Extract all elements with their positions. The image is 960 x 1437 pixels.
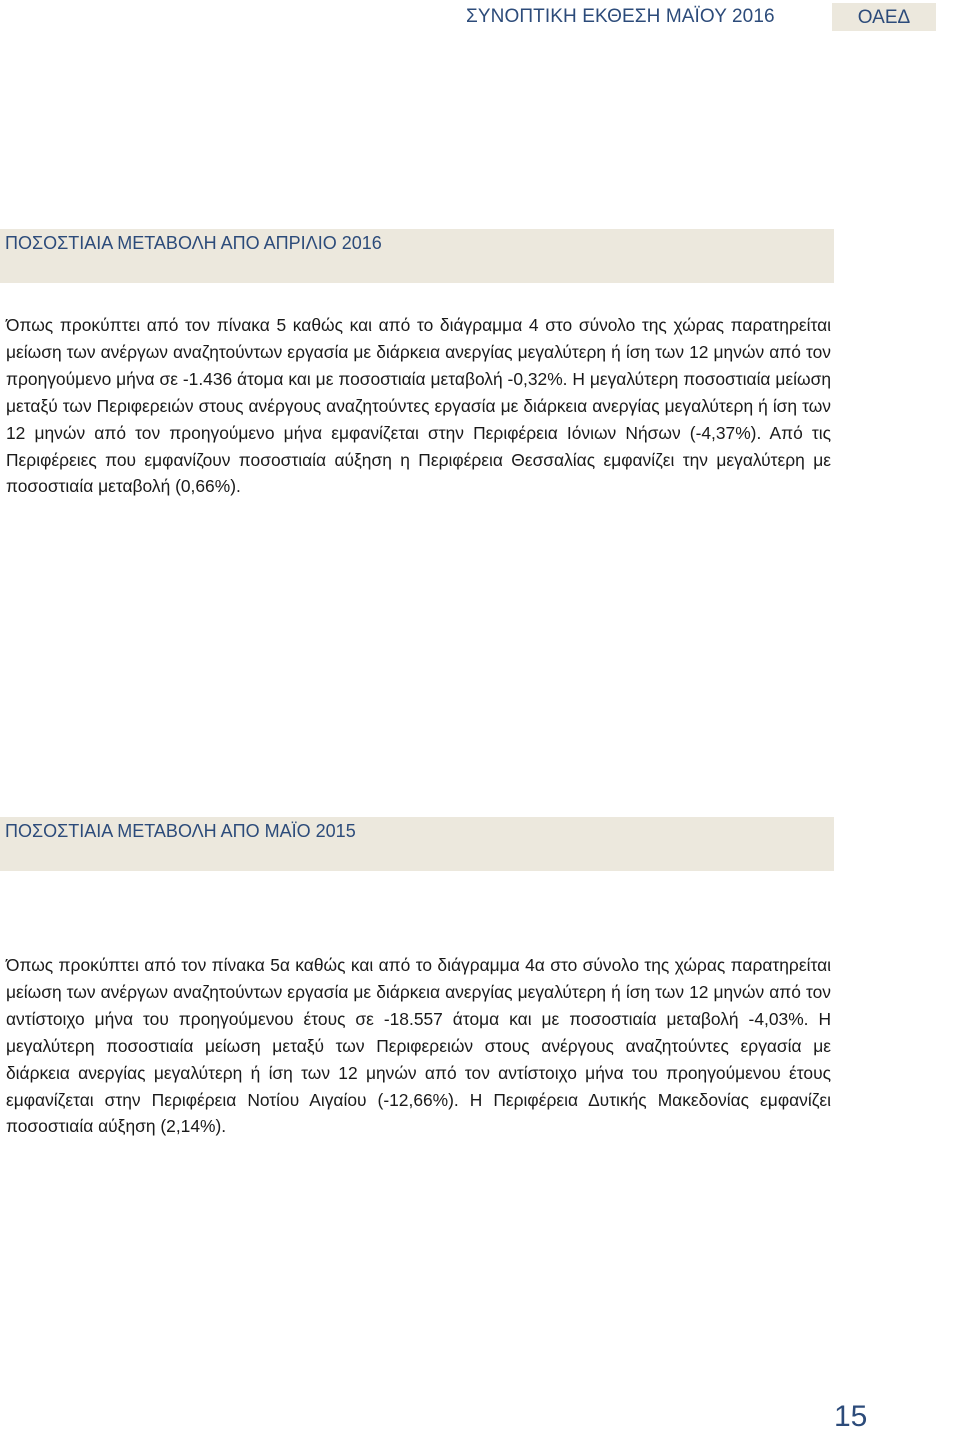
section-heading-april	[0, 229, 834, 283]
report-title: ΣΥΝΟΠΤΙΚΗ ΕΚΘΕΣΗ ΜΑΪΟΥ 2016	[466, 6, 775, 27]
section-heading-text: ΠΟΣΟΣΤΙΑΙΑ ΜΕΤΑΒΟΛΗ ΑΠΟ ΜΑΪΟ 2015	[5, 821, 356, 841]
section-heading-text: ΠΟΣΟΣΤΙΑΙΑ ΜΕΤΑΒΟΛΗ ΑΠΟ ΑΠΡΙΛΙΟ 2016	[5, 233, 382, 253]
organization-badge: ΟΑΕΔ	[832, 3, 936, 31]
section-paragraph-may: Όπως προκύπτει από τον πίνακα 5α καθώς και από το διάγραμμα 4α στο σύνολο της χώρας παρατηρείται μείωση των ανέργων αναζητούντων εργασία με διάρκεια ανεργίας μεγαλύτερη ή ίση των 12 μηνών από τον αντίστοιχο μήνα του προηγούμενου έτους σε -18.557 άτομα και με ποσοστιαία μεταβολή -4,03%. Η μεγαλύτερη ποσοστιαία μείωση μεταξύ των Περιφερειών στους ανέργους αναζητούντες εργασία με διάρκεια ανεργίας μεγαλύτερη ή ίση των 12 μηνών από τον αντίστοιχο μήνα του προηγούμενου έτους εμφανίζεται στην Περιφέρεια Νοτίου Αιγαίου (-12,66%). Η Περιφέρεια Δυτικής Μακεδονίας εμφανίζει ποσοστιαία αύξηση (2,14%).	[6, 955, 831, 1137]
section-paragraph-april: Όπως προκύπτει από τον πίνακα 5 καθώς και από το διάγραμμα 4 στο σύνολο της χώρας παρατηρείται μείωση των ανέργων αναζητούντων εργασία με διάρκεια ανεργίας μεγαλύτερη ή ίση των 12 μηνών από τον προηγούμενο μήνα σε -1.436 άτομα και με ποσοστιαία μεταβολή -0,32%. Η μεγαλύτερη ποσοστιαία μείωση μεταξύ των Περιφερειών στους ανέργους αναζητούντες εργασία με διάρκεια ανεργίας μεγαλύτερη ή ίση των 12 μηνών από τον προηγούμενο μήνα εμφανίζεται στην Περιφέρεια Ιόνιων Νήσων (-4,37%). Από τις Περιφέρειες που εμφανίζουν ποσοστιαία αύξηση η Περιφέρεια Θεσσαλίας εμφανίζει την μεγαλύτερη με ποσοστιαία μεταβολή (0,66%).	[6, 315, 831, 497]
section-heading-may	[0, 817, 834, 871]
page-number: 15	[834, 1400, 868, 1433]
